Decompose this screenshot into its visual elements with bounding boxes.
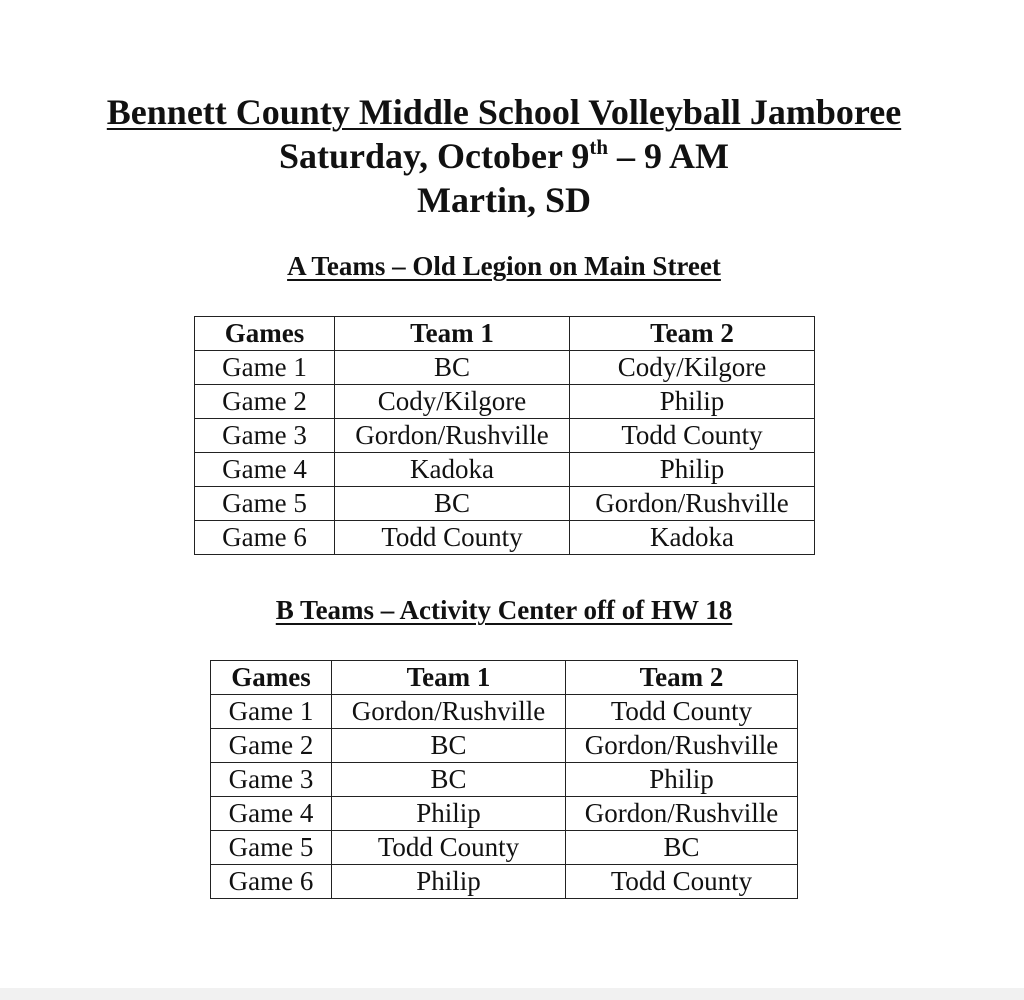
game-cell: Game 6	[211, 865, 332, 899]
team-2-cell: Cody/Kilgore	[570, 351, 815, 385]
table-row	[195, 453, 815, 487]
team-2-cell: Philip	[566, 763, 798, 797]
team-1-cell: Philip	[332, 797, 566, 831]
column-header-team-2: Team 2	[566, 661, 798, 695]
team-1-cell: BC	[332, 763, 566, 797]
document-title: Bennett County Middle School Volleyball Jamboree	[106, 92, 902, 132]
table-row	[211, 797, 798, 831]
game-cell: Game 6	[195, 521, 335, 555]
table-header-row	[195, 317, 815, 351]
table-row	[195, 521, 815, 555]
game-cell: Game 2	[195, 385, 335, 419]
game-cell: Game 5	[211, 831, 332, 865]
team-1-cell: Kadoka	[335, 453, 570, 487]
table-row	[211, 831, 798, 865]
table-row	[211, 763, 798, 797]
column-header-games: Games	[211, 661, 332, 695]
game-cell: Game 4	[211, 797, 332, 831]
column-header-team-1: Team 1	[335, 317, 570, 351]
table-row	[195, 351, 815, 385]
team-2-cell: Todd County	[570, 419, 815, 453]
team-1-cell: Cody/Kilgore	[335, 385, 570, 419]
a-teams-schedule-table	[194, 316, 815, 555]
game-cell: Game 1	[211, 695, 332, 729]
team-2-cell: Kadoka	[570, 521, 815, 555]
team-1-cell: Todd County	[332, 831, 566, 865]
game-cell: Game 4	[195, 453, 335, 487]
team-2-cell: Gordon/Rushville	[570, 487, 815, 521]
game-cell: Game 2	[211, 729, 332, 763]
team-1-cell: Gordon/Rushville	[335, 419, 570, 453]
column-header-team-1: Team 1	[332, 661, 566, 695]
team-1-cell: BC	[332, 729, 566, 763]
b-teams-schedule-table	[210, 660, 798, 899]
team-2-cell: Todd County	[566, 695, 798, 729]
date-ordinal-suffix: th	[589, 135, 609, 159]
table-header-row	[211, 661, 798, 695]
table-row	[195, 419, 815, 453]
team-2-cell: Gordon/Rushville	[566, 729, 798, 763]
team-1-cell: BC	[335, 487, 570, 521]
team-1-cell: Todd County	[335, 521, 570, 555]
team-1-cell: Philip	[332, 865, 566, 899]
event-date-time	[0, 136, 1008, 176]
table-row	[211, 729, 798, 763]
column-header-team-2: Team 2	[570, 317, 815, 351]
table-row	[195, 385, 815, 419]
event-date: Saturday, October 9	[278, 136, 590, 176]
game-cell: Game 3	[211, 763, 332, 797]
table-row	[195, 487, 815, 521]
table-row	[211, 695, 798, 729]
page-bottom-edge	[0, 988, 1024, 1000]
team-2-cell: Philip	[570, 453, 815, 487]
game-cell: Game 3	[195, 419, 335, 453]
game-cell: Game 1	[195, 351, 335, 385]
team-2-cell: Todd County	[566, 865, 798, 899]
team-2-cell: Philip	[570, 385, 815, 419]
event-time: – 9 AM	[608, 136, 730, 176]
a-teams-heading: A Teams – Old Legion on Main Street	[287, 251, 721, 281]
team-1-cell: Gordon/Rushville	[332, 695, 566, 729]
table-row	[211, 865, 798, 899]
team-2-cell: Gordon/Rushville	[566, 797, 798, 831]
game-cell: Game 5	[195, 487, 335, 521]
team-2-cell: BC	[566, 831, 798, 865]
team-1-cell: BC	[335, 351, 570, 385]
column-header-games: Games	[195, 317, 335, 351]
event-location: Martin, SD	[417, 180, 591, 220]
b-teams-heading: B Teams – Activity Center off of HW 18	[275, 595, 733, 625]
